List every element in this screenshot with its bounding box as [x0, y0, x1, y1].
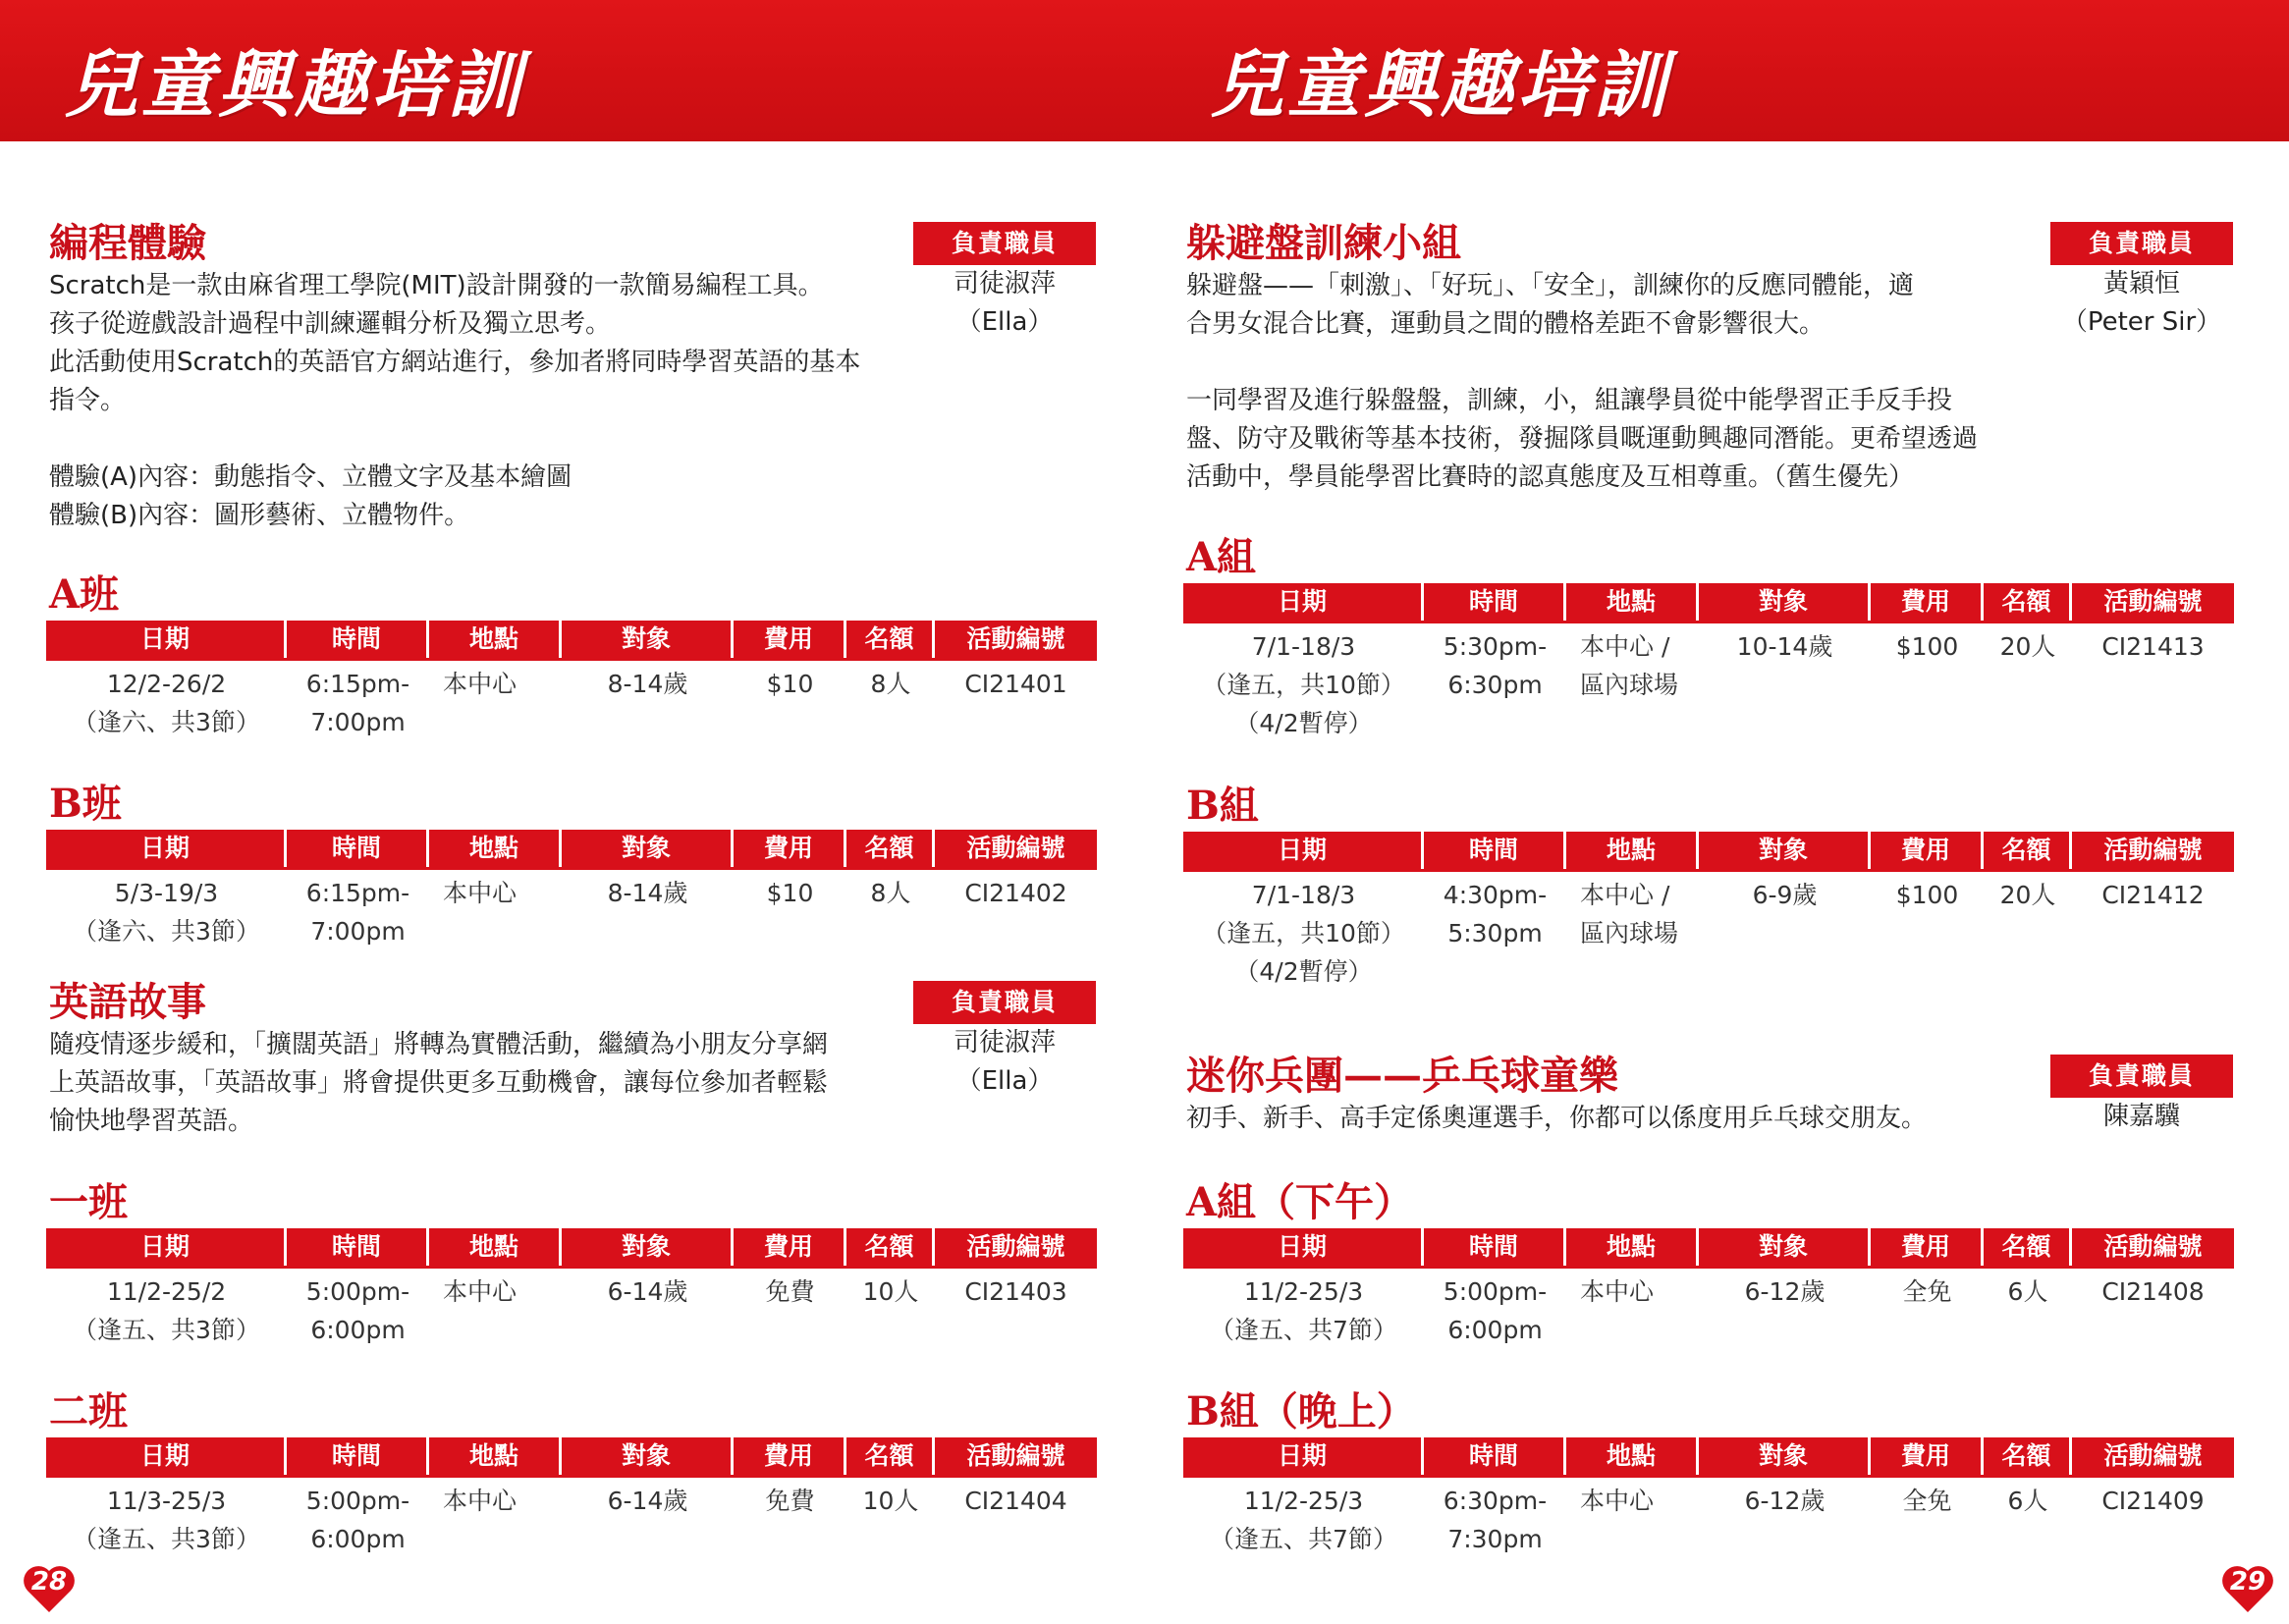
- date-cell: [46, 874, 287, 950]
- code-cell: CI21403: [964, 1277, 1067, 1306]
- group-b-table: [1183, 832, 2234, 991]
- cell-line: 區內球場: [1580, 919, 1679, 947]
- column-header: 地點: [429, 1228, 562, 1266]
- code-cell: CI21401: [964, 670, 1067, 698]
- group-a-table: [1183, 583, 2234, 742]
- pingpong-staff: [2050, 1055, 2233, 1136]
- pingpong-section: [1186, 1055, 1927, 1138]
- column-header: 地點: [429, 1437, 562, 1475]
- dodgebee-description: [1186, 267, 1978, 497]
- desc-line: 此活動使用Scratch的英語官方網站進行，參加者將同時學習英語的基本: [49, 348, 861, 377]
- column-header: 對象: [562, 1228, 734, 1266]
- place-cell: [429, 874, 562, 950]
- staff-label: 負責職員: [913, 981, 1096, 1024]
- code-cell: CI21413: [2101, 632, 2205, 661]
- column-header: 費用: [1871, 1228, 1984, 1266]
- fee-cell: 免費: [765, 1487, 815, 1515]
- target-cell: 6-12歲: [1744, 1277, 1826, 1306]
- class-1-title: 一班: [49, 1179, 128, 1225]
- programming-title: 編程體驗: [49, 220, 206, 266]
- class-b-title: B班: [49, 781, 122, 827]
- fee-cell: $10: [766, 670, 814, 698]
- table-header: [46, 1437, 1097, 1475]
- cell-line: 7/1-18/3: [1251, 881, 1356, 909]
- time-cell: [1424, 1482, 1566, 1558]
- column-header: 活動編號: [2072, 832, 2234, 869]
- cell-line: 本中心 /: [1580, 632, 1670, 661]
- date-cell: [46, 1272, 287, 1349]
- target-cell: 6-14歲: [607, 1277, 688, 1306]
- target-cell: 10-14歲: [1736, 632, 1833, 661]
- cell-line: （逢五、共7節）: [1210, 1316, 1397, 1344]
- cell-line: （逢五、共3節）: [73, 1525, 260, 1553]
- cell-line: 6:30pm-: [1443, 1487, 1548, 1515]
- column-header: 地點: [429, 830, 562, 867]
- column-header: 日期: [1183, 1228, 1424, 1266]
- class-1-table: [46, 1228, 1097, 1349]
- pingpong-group-b-table: [1183, 1437, 2234, 1558]
- pingpong-group-b-title: B組（晚上）: [1186, 1388, 1416, 1435]
- column-header: 時間: [287, 830, 429, 867]
- cell-line: 6:00pm: [310, 1525, 406, 1553]
- desc-line: 上英語故事，「英語故事」將會提供更多互動機會，讓每位參加者輕鬆: [49, 1068, 829, 1098]
- english-story-section: [49, 981, 828, 1141]
- staff-name: 陳嘉驥: [2102, 1102, 2180, 1131]
- column-header: 活動編號: [2072, 583, 2234, 621]
- cell-line: 7:30pm: [1447, 1525, 1543, 1553]
- time-cell: [287, 665, 429, 741]
- cell-line: 5/3-19/3: [114, 879, 219, 907]
- table-row: [46, 1475, 1097, 1558]
- page-number: 28: [30, 1567, 68, 1597]
- class-a-title: A班: [49, 571, 120, 618]
- page-number: 29: [2229, 1567, 2266, 1597]
- cell-line: 6:15pm-: [305, 879, 410, 907]
- right-page-title: 兒童興趣培訓: [1211, 43, 1670, 128]
- cell-line: （逢五，共10節）: [1202, 919, 1405, 947]
- staff-nickname: （Ella）: [955, 307, 1054, 337]
- cell-line: 本中心: [1580, 1487, 1655, 1515]
- cell-line: 11/2-25/2: [106, 1277, 227, 1306]
- page-number-badge: [22, 1561, 77, 1616]
- fee-cell: $100: [1895, 632, 1959, 661]
- cell-line: （逢五，共10節）: [1202, 671, 1405, 699]
- table-header: [1183, 1437, 2234, 1475]
- quota-cell: 20人: [1999, 881, 2056, 909]
- column-header: 名額: [846, 1228, 935, 1266]
- cell-line: 區內球場: [1580, 671, 1679, 699]
- table-row: [1183, 1266, 2234, 1349]
- column-header: 名額: [1984, 1437, 2072, 1475]
- desc-line: 體驗(A)內容：動態指令、立體文字及基本繪圖: [49, 462, 572, 492]
- class-b-table: [46, 830, 1097, 950]
- pingpong-group-a-table: [1183, 1228, 2234, 1349]
- spacer: [49, 420, 860, 459]
- cell-line: 6:00pm: [310, 1316, 406, 1344]
- cell-line: 5:00pm-: [305, 1487, 410, 1515]
- cell-line: （逢六、共3節）: [73, 708, 260, 736]
- cell-line: 本中心: [443, 1487, 518, 1515]
- column-header: 對象: [562, 1437, 734, 1475]
- column-header: 費用: [734, 621, 846, 658]
- staff-label: 負責職員: [2050, 1055, 2233, 1098]
- column-header: 時間: [287, 621, 429, 658]
- fee-cell: $10: [766, 879, 814, 907]
- programming-description: [49, 267, 860, 535]
- table-header: [1183, 832, 2234, 869]
- cell-line: 本中心: [443, 1277, 518, 1306]
- pingpong-title: 迷你兵團——乒乓球童樂: [1186, 1053, 1618, 1099]
- fee-cell: $100: [1895, 881, 1959, 909]
- quota-cell: 20人: [1999, 632, 2056, 661]
- desc-line: 盤、防守及戰術等基本技術，發掘隊員嘅運動興趣同潛能。更希望透過: [1186, 424, 1979, 454]
- left-page: [0, 141, 1144, 1624]
- english-story-title: 英語故事: [49, 979, 206, 1025]
- table-header: [1183, 1228, 2234, 1266]
- column-header: 時間: [1424, 1437, 1566, 1475]
- place-cell: [429, 1482, 562, 1558]
- cell-line: 本中心 /: [1580, 881, 1670, 909]
- staff-name: 司徒淑萍: [953, 269, 1056, 298]
- cell-line: 5:30pm: [1447, 919, 1543, 947]
- column-header: 地點: [429, 621, 562, 658]
- quota-cell: 6人: [2007, 1487, 2048, 1515]
- cell-line: 6:15pm-: [305, 670, 410, 698]
- table-row: [1183, 869, 2234, 991]
- quota-cell: 8人: [870, 879, 911, 907]
- staff-name: 司徒淑萍: [953, 1028, 1056, 1057]
- time-cell: [1424, 1272, 1566, 1349]
- column-header: 時間: [1424, 583, 1566, 621]
- column-header: 名額: [1984, 1228, 2072, 1266]
- time-cell: [1424, 627, 1566, 742]
- cell-line: 5:00pm-: [305, 1277, 410, 1306]
- cell-line: 11/2-25/3: [1243, 1487, 1364, 1515]
- table-row: [1183, 621, 2234, 742]
- column-header: 地點: [1566, 1437, 1699, 1475]
- column-header: 活動編號: [935, 1437, 1097, 1475]
- table-row: [46, 867, 1097, 950]
- quota-cell: 8人: [870, 670, 911, 698]
- desc-line: 指令。: [49, 386, 127, 415]
- quota-cell: 10人: [862, 1487, 919, 1515]
- target-cell: 8-14歲: [607, 670, 688, 698]
- column-header: 時間: [287, 1228, 429, 1266]
- column-header: 名額: [846, 1437, 935, 1475]
- cell-line: 本中心: [443, 879, 518, 907]
- column-header: 名額: [1984, 832, 2072, 869]
- column-header: 費用: [734, 1437, 846, 1475]
- column-header: 日期: [1183, 1437, 1424, 1475]
- cell-line: 6:30pm: [1447, 671, 1543, 699]
- table-header: [1183, 583, 2234, 621]
- cell-line: （4/2暫停）: [1234, 709, 1373, 737]
- code-cell: CI21409: [2101, 1487, 2205, 1515]
- column-header: 費用: [1871, 1437, 1984, 1475]
- pingpong-description: [1186, 1100, 1927, 1138]
- table-header: [46, 1228, 1097, 1266]
- column-header: 日期: [46, 1437, 287, 1475]
- cell-line: 7:00pm: [310, 917, 406, 946]
- column-header: 對象: [1699, 583, 1871, 621]
- cell-line: （逢六、共3節）: [73, 917, 260, 946]
- place-cell: [1566, 627, 1699, 742]
- code-cell: CI21402: [964, 879, 1067, 907]
- quota-cell: 6人: [2007, 1277, 2048, 1306]
- column-header: 地點: [1566, 832, 1699, 869]
- cell-line: 7/1-18/3: [1251, 632, 1356, 661]
- fee-cell: 全免: [1902, 1487, 1952, 1515]
- group-a-title: A組: [1186, 534, 1257, 580]
- table-row: [46, 658, 1097, 741]
- column-header: 費用: [1871, 832, 1984, 869]
- column-header: 日期: [1183, 832, 1424, 869]
- place-cell: [429, 665, 562, 741]
- target-cell: 8-14歲: [607, 879, 688, 907]
- programming-section: [49, 222, 860, 535]
- column-header: 活動編號: [935, 621, 1097, 658]
- fee-cell: 免費: [765, 1277, 815, 1306]
- desc-line: 孩子從遊戲設計過程中訓練邏輯分析及獨立思考。: [49, 309, 612, 339]
- staff-label: 負責職員: [2050, 222, 2233, 265]
- code-cell: CI21404: [964, 1487, 1067, 1515]
- place-cell: [429, 1272, 562, 1349]
- column-header: 名額: [846, 830, 935, 867]
- time-cell: [287, 1482, 429, 1558]
- column-header: 日期: [46, 1228, 287, 1266]
- column-header: 對象: [1699, 832, 1871, 869]
- cell-line: 本中心: [1580, 1277, 1655, 1306]
- cell-line: 11/2-25/3: [1243, 1277, 1364, 1306]
- group-b-title: B組: [1186, 783, 1259, 829]
- cell-line: （4/2暫停）: [1234, 957, 1373, 986]
- dodgebee-section: [1186, 222, 1978, 497]
- staff-label: 負責職員: [913, 222, 1096, 265]
- cell-line: 7:00pm: [310, 708, 406, 736]
- desc-line: 躲避盤——「刺激」、「好玩」、「安全」，訓練你的反應同體能，適: [1186, 271, 1915, 300]
- column-header: 日期: [46, 830, 287, 867]
- staff-nickname: （Ella）: [955, 1066, 1054, 1096]
- date-cell: [1183, 627, 1424, 742]
- column-header: 日期: [1183, 583, 1424, 621]
- cell-line: （逢五、共7節）: [1210, 1525, 1397, 1553]
- column-header: 對象: [562, 621, 734, 658]
- place-cell: [1566, 876, 1699, 991]
- column-header: 活動編號: [935, 1228, 1097, 1266]
- desc-line: 合男女混合比賽，運動員之間的體格差距不會影響很大。: [1186, 309, 1826, 339]
- date-cell: [46, 1482, 287, 1558]
- column-header: 時間: [1424, 832, 1566, 869]
- english-story-staff: [913, 981, 1096, 1101]
- column-header: 時間: [1424, 1228, 1566, 1266]
- desc-line: 初手、新手、高手定係奧運選手，你都可以係度用乒乓球交朋友。: [1186, 1104, 1928, 1133]
- column-header: 活動編號: [2072, 1228, 2234, 1266]
- page-number-badge: [2220, 1561, 2275, 1616]
- table-row: [1183, 1475, 2234, 1558]
- staff-nickname: （Peter Sir）: [2061, 307, 2222, 337]
- column-header: 對象: [1699, 1228, 1871, 1266]
- programming-staff: [913, 222, 1096, 342]
- column-header: 對象: [1699, 1437, 1871, 1475]
- class-2-title: 二班: [49, 1388, 128, 1435]
- cell-line: 6:00pm: [1447, 1316, 1543, 1344]
- target-cell: 6-12歲: [1744, 1487, 1826, 1515]
- cell-line: 4:30pm-: [1443, 881, 1548, 909]
- column-header: 名額: [846, 621, 935, 658]
- code-cell: CI21412: [2101, 881, 2205, 909]
- dodgebee-title: 躲避盤訓練小組: [1186, 220, 1461, 266]
- code-cell: CI21408: [2101, 1277, 2205, 1306]
- quota-cell: 10人: [862, 1277, 919, 1306]
- desc-line: 活動中，學員能學習比賽時的認真態度及互相尊重。（舊生優先）: [1186, 462, 1915, 492]
- pingpong-group-a-title: A組（下午）: [1186, 1179, 1414, 1225]
- column-header: 費用: [734, 830, 846, 867]
- staff-name: 黃穎恒: [2102, 269, 2180, 298]
- column-header: 費用: [1871, 583, 1984, 621]
- time-cell: [1424, 876, 1566, 991]
- desc-line: 體驗(B)內容：圖形藝術、立體物件。: [49, 501, 470, 530]
- place-cell: [1566, 1482, 1699, 1558]
- table-header: [46, 830, 1097, 867]
- cell-line: 5:00pm-: [1443, 1277, 1548, 1306]
- desc-line: 隨疫情逐步緩和，「擴闊英語」將轉為實體活動，繼續為小朋友分享網: [49, 1030, 829, 1059]
- column-header: 地點: [1566, 583, 1699, 621]
- cell-line: 5:30pm-: [1443, 632, 1548, 661]
- spacer: [1186, 344, 1978, 382]
- target-cell: 6-14歲: [607, 1487, 688, 1515]
- target-cell: 6-9歲: [1752, 881, 1818, 909]
- column-header: 對象: [562, 830, 734, 867]
- desc-line: Scratch是一款由麻省理工學院(MIT)設計開發的一款簡易編程工具。: [49, 271, 824, 300]
- date-cell: [46, 665, 287, 741]
- class-2-table: [46, 1437, 1097, 1558]
- time-cell: [287, 874, 429, 950]
- column-header: 日期: [46, 621, 287, 658]
- desc-line: 愉快地學習英語。: [49, 1107, 254, 1136]
- dodgebee-staff: [2050, 222, 2233, 342]
- column-header: 費用: [734, 1228, 846, 1266]
- top-banner: [0, 0, 2289, 141]
- left-page-title: 兒童興趣培訓: [65, 43, 524, 128]
- cell-line: 12/2-26/2: [106, 670, 227, 698]
- column-header: 活動編號: [935, 830, 1097, 867]
- column-header: 名額: [1984, 583, 2072, 621]
- date-cell: [1183, 1272, 1424, 1349]
- cell-line: 11/3-25/3: [106, 1487, 227, 1515]
- english-story-description: [49, 1026, 828, 1141]
- cell-line: （逢五、共3節）: [73, 1316, 260, 1344]
- cell-line: 本中心: [443, 670, 518, 698]
- date-cell: [1183, 876, 1424, 991]
- column-header: 地點: [1566, 1228, 1699, 1266]
- class-a-table: [46, 621, 1097, 741]
- desc-line: 一同學習及進行躲盤盤，訓練，小，組讓學員從中能學習正手反手投: [1186, 386, 1953, 415]
- right-page: [1145, 141, 2289, 1624]
- column-header: 活動編號: [2072, 1437, 2234, 1475]
- time-cell: [287, 1272, 429, 1349]
- fee-cell: 全免: [1902, 1277, 1952, 1306]
- table-row: [46, 1266, 1097, 1349]
- column-header: 時間: [287, 1437, 429, 1475]
- date-cell: [1183, 1482, 1424, 1558]
- table-header: [46, 621, 1097, 658]
- place-cell: [1566, 1272, 1699, 1349]
